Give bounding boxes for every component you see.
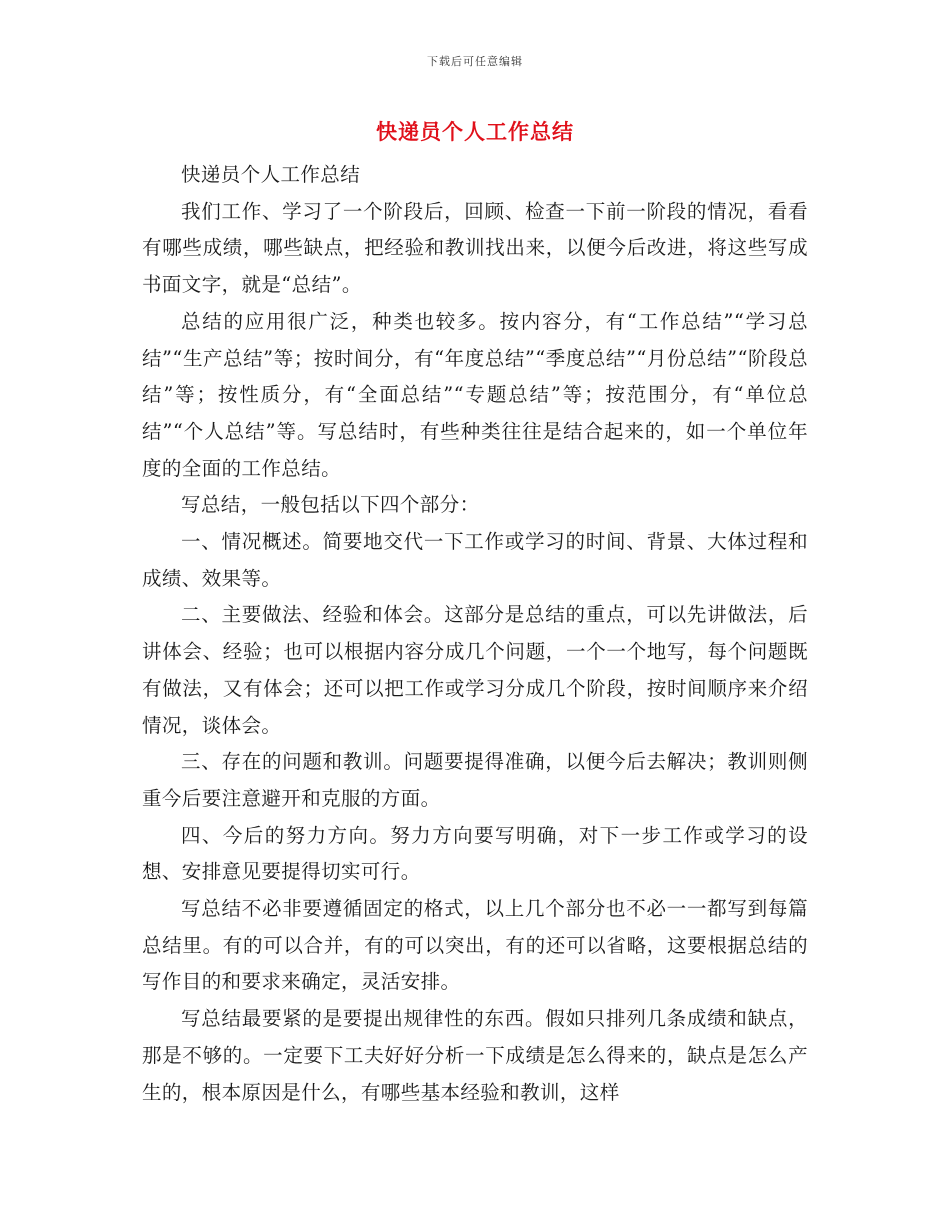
document-subtitle: 快递员个人工作总结: [181, 163, 361, 186]
document-body: [142, 157, 808, 1111]
paragraph-four-parts: 写总结，一般包括以下四个部分：: [181, 493, 480, 517]
document-title: 快递员个人工作总结: [376, 119, 574, 144]
paragraph-types: 总结的应用很广泛，种类也较多。按内容分，有“工作总结”“学习总结”“生产总结”等；按时间分，有“年度总结”“季度总结”“月份总结”“阶段总结”等；按性质分，有“全面总结”“专题总结”等；按范围分，有“单位总结”“个人总结”等。写总结时，有些种类往往是结合起来的，如一个单位年度的全面的工作总结。: [142, 309, 808, 480]
page-header-note: 下载后可任意编辑: [427, 55, 523, 68]
paragraph-part-two: 二、主要做法、经验和体会。这部分是总结的重点，可以先讲做法，后讲体会、经验；也可以根据内容分成几个问题，一个一个地写，每个问题既有做法，又有体会；还可以把工作或学习分成几个阶段，按时间顺序来介绍情况，谈体会。: [142, 603, 808, 737]
paragraph-part-four: 四、今后的努力方向。努力方向要写明确，对下一步工作或学习的设想、安排意见要提得切实可行。: [142, 823, 808, 884]
paragraph-part-one: 一、情况概述。简要地交代一下工作或学习的时间、背景、大体过程和成绩、效果等。: [142, 530, 808, 590]
paragraph-regularity: 写总结最要紧的是要提出规律性的东西。假如只排列几条成绩和缺点，那是不够的。一定要下工夫好好分析一下成绩是怎么得来的，缺点是怎么产生的，根本原因是什么，有哪些基本经验和教训，这样: [142, 1007, 808, 1104]
paragraph-part-three: 三、存在的问题和教训。问题要提得准确，以便今后去解决；教训则侧重今后要注意避开和克服的方面。: [142, 750, 808, 810]
paragraph-intro: 我们工作、学习了一个阶段后，回顾、检查一下前一阶段的情况，看看有哪些成绩，哪些缺点，把经验和教训找出来，以便今后改进，将这些写成书面文字，就是“总结”。: [142, 199, 808, 297]
paragraph-format: 写总结不必非要遵循固定的格式，以上几个部分也不必一一都写到每篇总结里。有的可以合并，有的可以突出，有的还可以省略，这要根据总结的写作目的和要求来确定，灵活安排。: [142, 897, 808, 994]
